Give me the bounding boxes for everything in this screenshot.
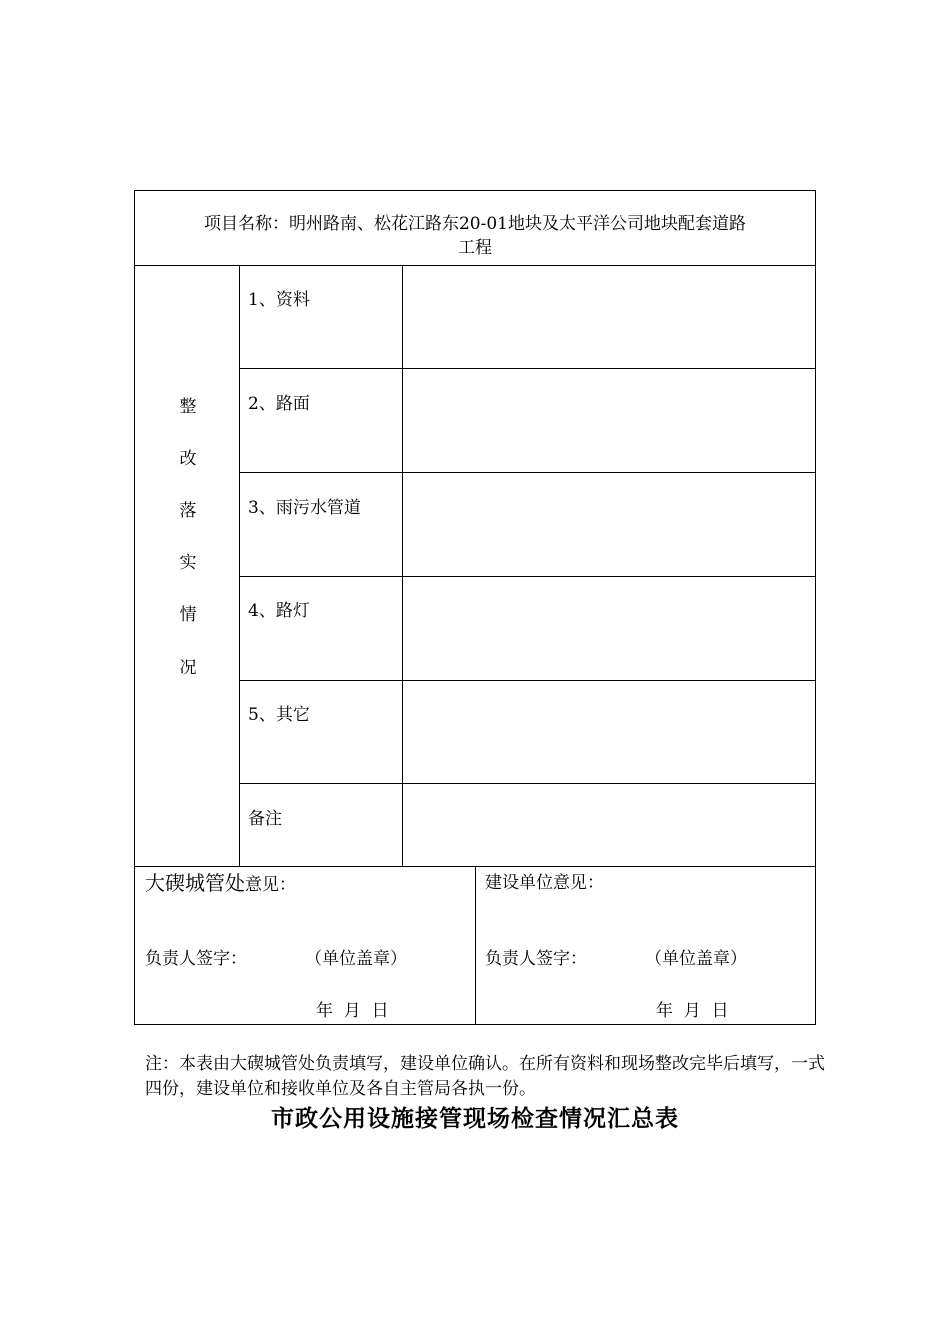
table-row-divider: [239, 472, 816, 473]
rectification-label-char: 改: [179, 449, 197, 469]
project-name-line2: 工程: [458, 238, 492, 258]
rectification-label-char: 落: [179, 501, 197, 521]
rectification-label-char: 况: [179, 658, 197, 678]
left-signer-label: 负责人签字：: [145, 949, 247, 969]
city-management-opinion-label: [145, 871, 296, 897]
item-documents: 1、资料: [248, 290, 310, 310]
table-row-divider: [134, 265, 816, 266]
item-other: 5、其它: [248, 705, 310, 725]
rectification-label-char: 实: [179, 553, 197, 573]
city-management-name: 大碶城管处: [145, 871, 245, 895]
right-seal-label: （单位盖章）: [645, 949, 747, 969]
opinion-suffix: 意见：: [245, 875, 296, 895]
construction-unit-opinion-label: 建设单位意见：: [485, 873, 604, 893]
table-col-divider: [475, 866, 476, 1025]
left-seal-label: （单位盖章）: [305, 949, 407, 969]
item-street-lights: 4、路灯: [248, 601, 310, 621]
table-row-divider: [239, 368, 816, 369]
table-row-divider: [239, 680, 816, 681]
project-name-line1: 项目名称：明州路南、松花江路东20-01地块及太平洋公司地块配套道路: [203, 214, 746, 234]
table-col-divider: [402, 265, 403, 866]
right-signer-label: 负责人签字：: [485, 949, 587, 969]
rectification-label-char: 情: [179, 605, 197, 625]
item-road-surface: 2、路面: [248, 394, 310, 414]
right-date-label: 年 月 日: [656, 1001, 729, 1021]
table-row-divider: [239, 783, 816, 784]
rectification-label-char: 整: [179, 397, 197, 417]
item-drainage-pipes: 3、雨污水管道: [248, 498, 361, 518]
footnote: 注：本表由大碶城管处负责填写，建设单位确认。在所有资料和现场整改完毕后填写，一式四份，建设单位和接收单位及各自主管局各执一份。: [145, 1054, 825, 1099]
left-date-label: 年 月 日: [316, 1001, 389, 1021]
item-remarks: 备注: [248, 809, 282, 829]
table-row-divider: [239, 576, 816, 577]
page-title: 市政公用设施接管现场检查情况汇总表: [271, 1105, 679, 1132]
project-name: [135, 212, 815, 260]
table-col-divider: [239, 265, 240, 866]
